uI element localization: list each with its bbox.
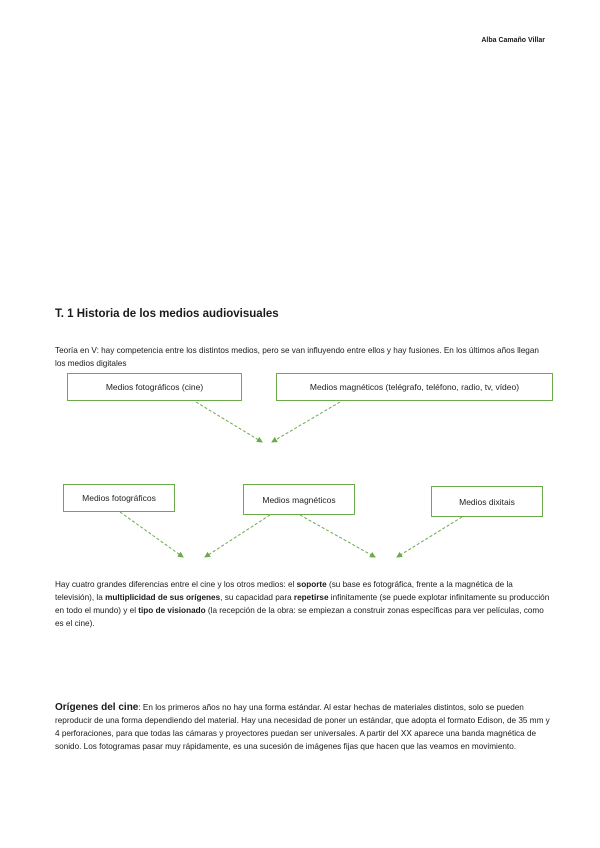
bold-soporte: soporte <box>296 580 327 589</box>
box-medios-fotograficos: Medios fotográficos <box>63 484 175 512</box>
bold-repetirse: repetirse <box>293 593 329 602</box>
box-medios-dixitais: Medios dixitais <box>431 486 543 517</box>
arrow-bottom-middle-right <box>300 515 375 557</box>
arrow-bottom-right <box>397 517 462 557</box>
box-medios-fotograficos-cine: Medios fotográficos (cine) <box>67 373 242 401</box>
intro-paragraph: Teoría en V: hay competencia entre los distintos medios, pero se van influyendo entre ellos y hay fusiones. En los últimos años llegan los medios digitales <box>55 346 539 368</box>
arrow-bottom-left <box>120 512 183 557</box>
bold-tipo-visionado: tipo de visionado <box>138 606 206 615</box>
origins-heading: Orígenes del cine <box>55 702 139 713</box>
origins-text: : En los primeros años no hay una forma estándar. Al estar hechas de materiales distintos, solo se pueden reproducir de una forma dependiendo del material. Hay una necesidad de poner un estándar, que adopta el formato Edison, de 35 mm y 4 perforaciones, para que todas las cámaras y proyectores puedan ser universales. A partir del XX aparece una banda magnética de sonido. Los fotogramas pasar muy rápidamente, es una sucesión de imágenes fijas que hacen que las veamos en movimiento. <box>55 703 550 751</box>
bold-multiplicidad: multiplicidad de sus orígenes <box>105 593 221 602</box>
arrow-bottom-middle-left <box>205 515 270 557</box>
origins-paragraph <box>55 701 550 753</box>
arrow-top-right <box>272 402 340 442</box>
box-medios-magneticos: Medios magnéticos <box>243 484 355 515</box>
arrow-top-left <box>196 402 262 442</box>
differences-paragraph: Hay cuatro grandes diferencias entre el cine y los otros medios: el soporte (su base es fotográfica, frente a la magnética de la televisión), la multiplicidad de sus orígenes, su capacidad para repetirse infinitamente (se puede explotar infinitamente su producción en todo el mundo) y el tipo de visionado (la recepción de la obra: se empiezan a construir zonas específicas para ver películas, como es el cine). <box>55 580 550 628</box>
author-name: Alba Camaño Villar <box>481 37 545 44</box>
section-title: T. 1 Historia de los medios audiovisuales <box>55 308 279 320</box>
box-medios-magneticos-list: Medios magnéticos (telégrafo, teléfono, radio, tv, vídeo) <box>276 373 553 401</box>
